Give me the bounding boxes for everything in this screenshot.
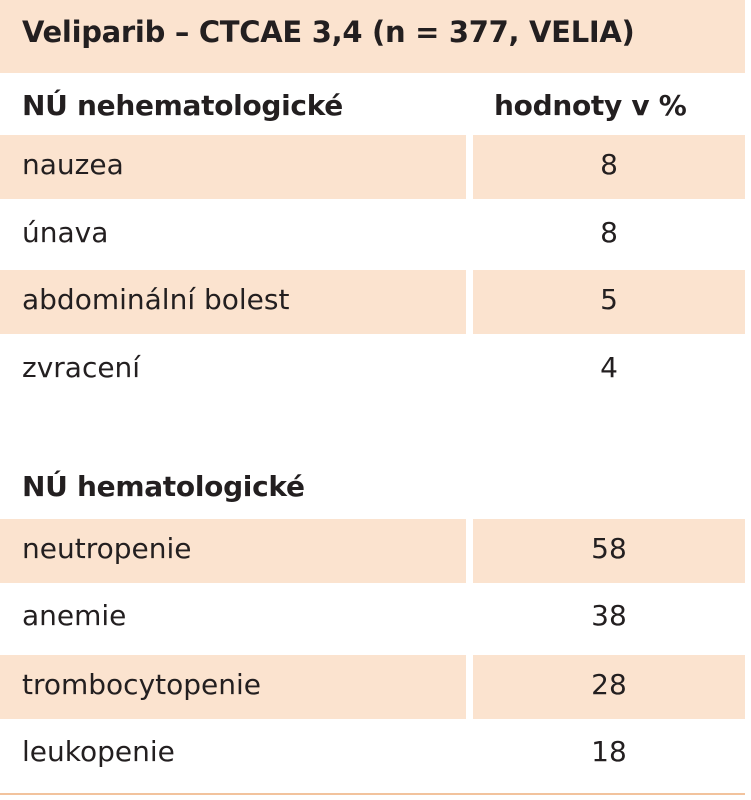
row-label: leukopenie (22, 735, 175, 768)
row-label: zvracení (22, 351, 141, 384)
row-label: únava (22, 216, 109, 249)
table-row (0, 519, 745, 583)
row-label: nauzea (22, 148, 124, 181)
row-label: anemie (22, 599, 127, 632)
table-row (0, 722, 745, 786)
row-value: 18 (591, 735, 627, 768)
table-row (0, 338, 745, 402)
table-row (0, 135, 745, 199)
column-header-nonhematologic: NÚ nehematologické (22, 89, 343, 122)
row-value: 8 (600, 216, 618, 249)
row-label: neutropenie (22, 532, 192, 565)
row-value: 38 (591, 599, 627, 632)
row-value: 5 (600, 283, 618, 316)
table-row (0, 586, 745, 650)
row-value: 58 (591, 532, 627, 565)
row-value: 8 (600, 148, 618, 181)
table-title: Veliparib – CTCAE 3,4 (n = 377, VELIA) (22, 15, 635, 49)
table-row (0, 203, 745, 267)
column-header-values: hodnoty v % (494, 89, 687, 122)
section-heading-hematologic: NÚ hematologické (22, 470, 305, 503)
row-label: trombocytopenie (22, 668, 262, 701)
row-value: 4 (600, 351, 618, 384)
row-value: 28 (591, 668, 627, 701)
table-row (0, 655, 745, 719)
bottom-divider (0, 793, 745, 795)
row-label: abdominální bolest (22, 283, 290, 316)
table-row (0, 270, 745, 334)
